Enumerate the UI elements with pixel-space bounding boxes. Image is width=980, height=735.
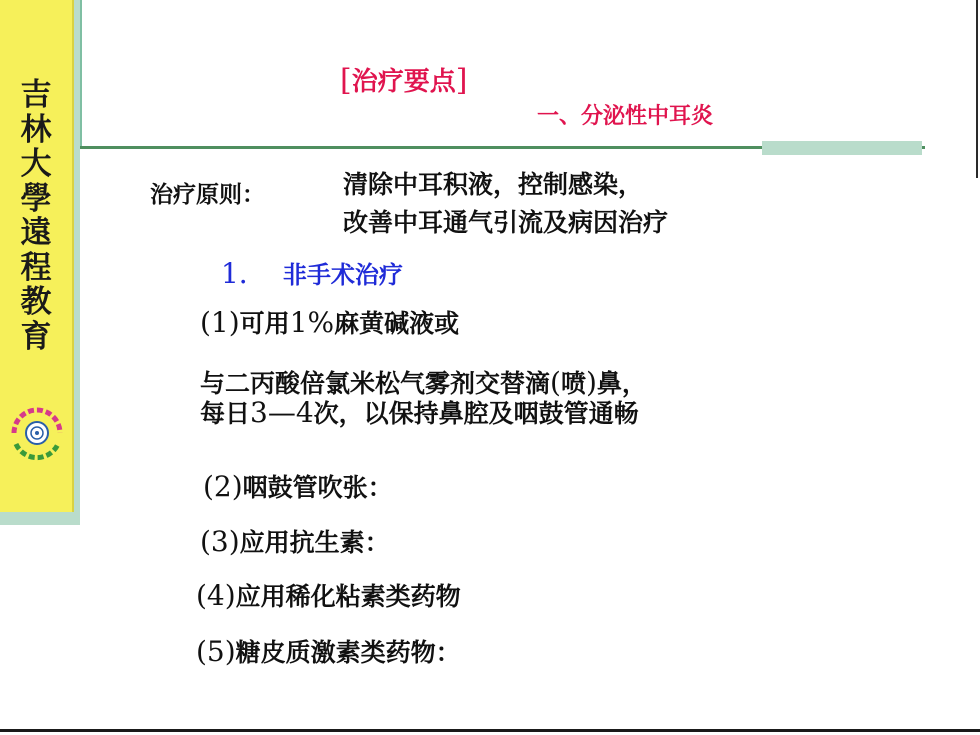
right-edge-rule [976,0,978,178]
method-heading [221,258,403,291]
header-divider-accent [762,141,922,155]
item-1-paren-close: ) [585,366,597,399]
bracket-close: ] [455,63,468,98]
sidebar-title-char: 育 [20,318,52,355]
header-vertical-rule [80,0,82,147]
item-1-line-2-text: 与二丙酸倍氯米松气雾剂交替滴 [200,369,551,398]
item-2 [203,467,393,508]
item-4-text: 应用稀化粘素类药物 [235,582,461,611]
item-1-nose: 鼻， [596,369,647,398]
bracket-open: [ [340,63,352,98]
sidebar-title-char: 教 [20,284,52,320]
item-1-frequency: 3—4 [250,396,314,429]
item-5-text: 糖皮质激素类药物： [235,638,461,667]
item-1-paren-open: ( [550,366,561,399]
sidebar-title-char: 大 [20,146,52,182]
sidebar-title-char: 吉 [20,77,52,113]
principle-line-2: 改善中耳通气引流及病因治疗 [343,208,669,237]
item-4-number: (4) [196,579,236,612]
method-number: 1． [221,257,267,290]
sidebar-title-char: 程 [20,249,52,286]
sidebar-title-char: 林 [20,111,52,148]
sidebar-title [14,78,58,354]
item-1-spray: 喷 [560,369,586,398]
item-3 [200,522,390,563]
sidebar-panel [0,0,74,512]
item-1-daily: 每日 [200,399,251,428]
principle-text [343,166,668,242]
item-1-number: (1) [200,306,240,339]
item-2-text: 咽鼓管吹张： [242,473,393,502]
item-2-number: (2) [203,470,243,503]
item-1-text-a: 可用 [239,309,290,338]
item-1-percent: 1% [289,306,335,339]
item-5 [196,632,461,673]
item-3-number: (3) [200,525,240,558]
section-title-text: 治疗要点 [351,67,456,97]
principle-line-1: 清除中耳积液，控制感染， [343,170,644,199]
sidebar-title-char: 學 [20,180,52,217]
principle-label: 治疗原则： [150,182,265,208]
item-5-number: (5) [196,635,236,668]
item-3-text: 应用抗生素： [239,528,390,557]
section-title [340,63,468,98]
emblem-icon [4,400,70,466]
item-1-text-c: 麻黄碱液或 [334,309,460,338]
bottom-rule [0,729,980,732]
item-1-line-3-text: 次，以保持鼻腔及咽鼓管通畅 [313,399,639,428]
item-4 [196,576,461,617]
subtitle: 一、分泌性中耳炎 [537,104,714,129]
sidebar-title-char: 遠 [20,215,52,251]
item-1-line-3 [200,393,639,434]
method-title: 非手术治疗 [282,261,403,289]
item-1-line-1 [200,303,459,344]
